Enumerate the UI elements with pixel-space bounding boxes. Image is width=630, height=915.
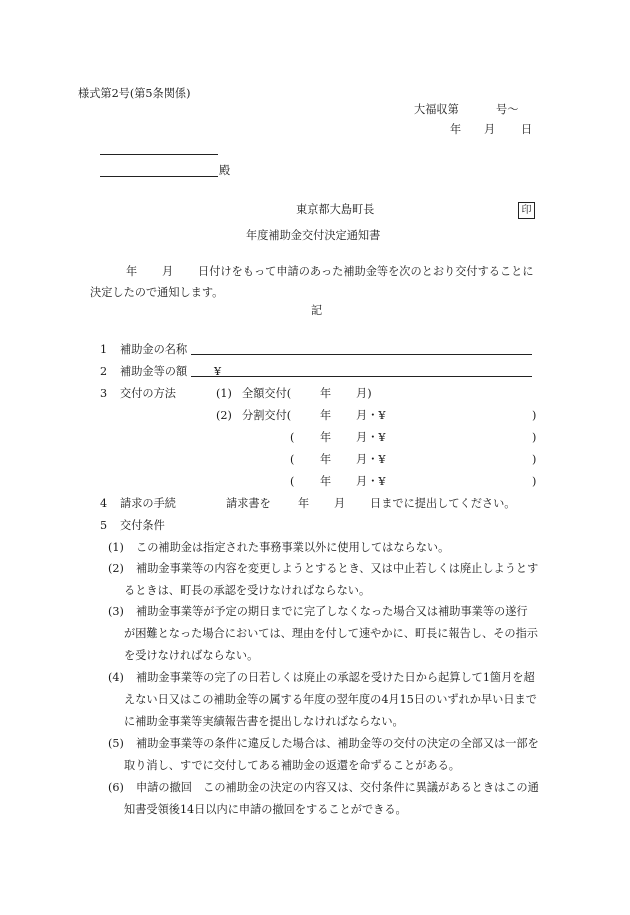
condition-2-line-1: 補助金事業等の内容を変更しようとするとき、又は中止若しくは廃止しようとす [136,562,539,575]
condition-1-line-1: この補助金は指定された事務事業以外に使用してはならない。 [136,541,450,554]
condition-3-line-3: を受けなければならない。 [124,649,259,662]
issuer-name: 東京都大島町長 [296,203,375,216]
item5-label: 交付条件 [120,519,165,532]
item3-opt2-year-4: 年 [320,475,332,488]
intro-year: 年 [126,265,138,278]
item3-opt1-year: 年 [320,387,332,400]
item3-opt1-label: 全額交付( [242,387,292,400]
condition-6-number: (6) [108,781,124,794]
item3-opt2-month-yen-4: 月・¥ [356,475,386,488]
item3-opt2-open-2: ( [290,431,295,444]
seal-mark: 印 [518,202,535,219]
intro-month: 月 [162,265,174,278]
condition-3-number: (3) [108,605,124,618]
item3-opt2-close-1: ) [532,409,537,422]
item3-opt2-number: (2) [216,409,232,422]
item4-text-b: 日までに提出してください。 [370,497,516,510]
condition-4-line-1: 補助金事業等の完了の日若しくは廃止の承認を受けた日から起算して1箇月を超 [136,671,535,684]
condition-4-line-3: に補助金事業等実績報告書を提出しなければならない。 [124,715,404,728]
item3-opt2-close-2: ) [532,431,537,444]
condition-2-number: (2) [108,562,124,575]
item4-number: 4 [100,497,108,510]
ki-heading: 記 [311,304,323,317]
item2-underline [191,376,532,377]
condition-5-number: (5) [108,737,124,750]
item3-label: 交付の方法 [120,387,176,400]
item3-opt1-month: 月) [356,387,372,400]
item1-number: 1 [100,343,108,356]
item2-number: 2 [100,365,108,378]
condition-5-line-1: 補助金事業等の条件に違反した場合は、補助金等の交付の決定の全部又は一部を [136,737,539,750]
intro-line1: 日付けをもって申請のあった補助金等を次のとおり交付することに [198,265,534,278]
item3-opt2-month-yen-3: 月・¥ [356,453,386,466]
intro-line2: 決定したので通知します。 [90,286,224,299]
item1-label: 補助金の名称 [120,343,188,356]
header-date-month: 月 [484,123,496,136]
item3-opt2-month-yen-1: 月・¥ [356,409,386,422]
item3-opt2-year-2: 年 [320,431,332,444]
item3-opt2-close-3: ) [532,453,537,466]
item5-number: 5 [100,519,108,532]
condition-4-number: (4) [108,671,124,684]
item4-label: 請求の手続 [120,497,176,510]
document-title: 年度補助金交付決定通知書 [246,229,381,242]
item4-year: 年 [298,497,310,510]
header-date-year: 年 [450,123,462,136]
item3-opt2-open-3: ( [290,453,295,466]
addressee-honorific: 殿 [219,164,231,177]
item3-opt2-month-yen-2: 月・¥ [356,431,386,444]
condition-4-line-2: えない日又はこの補助金等の属する年度の翌年度の4月15日のいずれか早い日まで [124,693,537,706]
header-date-day: 日 [521,123,533,136]
item3-opt2-year-3: 年 [320,453,332,466]
item3-opt2-year-1: 年 [320,409,332,422]
condition-5-line-2: 取り消し、すでに交付してある補助金の返還を命ずることがある。 [124,759,460,772]
addressee-line-2 [100,176,218,177]
item3-opt2-label: 分割交付( [242,409,292,422]
condition-6-line-1: 申請の撤回 この補助金の決定の内容又は、交付条件に異議があるときはこの通 [136,781,539,794]
reference-prefix: 大福収第 [414,103,459,116]
item1-underline [191,354,532,355]
item3-opt2-close-4: ) [532,475,537,488]
condition-1-number: (1) [108,541,124,554]
addressee-line-1 [100,154,218,155]
condition-6-line-2: 知書受領後14日以内に申請の撤回をすることができる。 [124,803,407,816]
condition-3-line-1: 補助金事業等が予定の期日までに完了しなくなった場合又は補助事業等の遂行 [136,605,528,618]
item3-opt1-number: (1) [216,387,232,400]
item3-opt2-open-4: ( [290,475,295,488]
form-number: 様式第2号(第5条関係) [78,87,191,100]
item2-yen: ¥ [214,365,222,378]
item3-number: 3 [100,387,108,400]
item4-month: 月 [334,497,346,510]
item2-label: 補助金等の額 [120,365,188,378]
item4-text-a: 請求書を [226,497,271,510]
reference-suffix: 号〜 [496,103,519,116]
condition-3-line-2: が困難となった場合においては、理由を付して速やかに、町長に報告し、その指示 [124,627,538,640]
condition-2-line-2: るときは、町長の承認を受けなければならない。 [124,584,371,597]
